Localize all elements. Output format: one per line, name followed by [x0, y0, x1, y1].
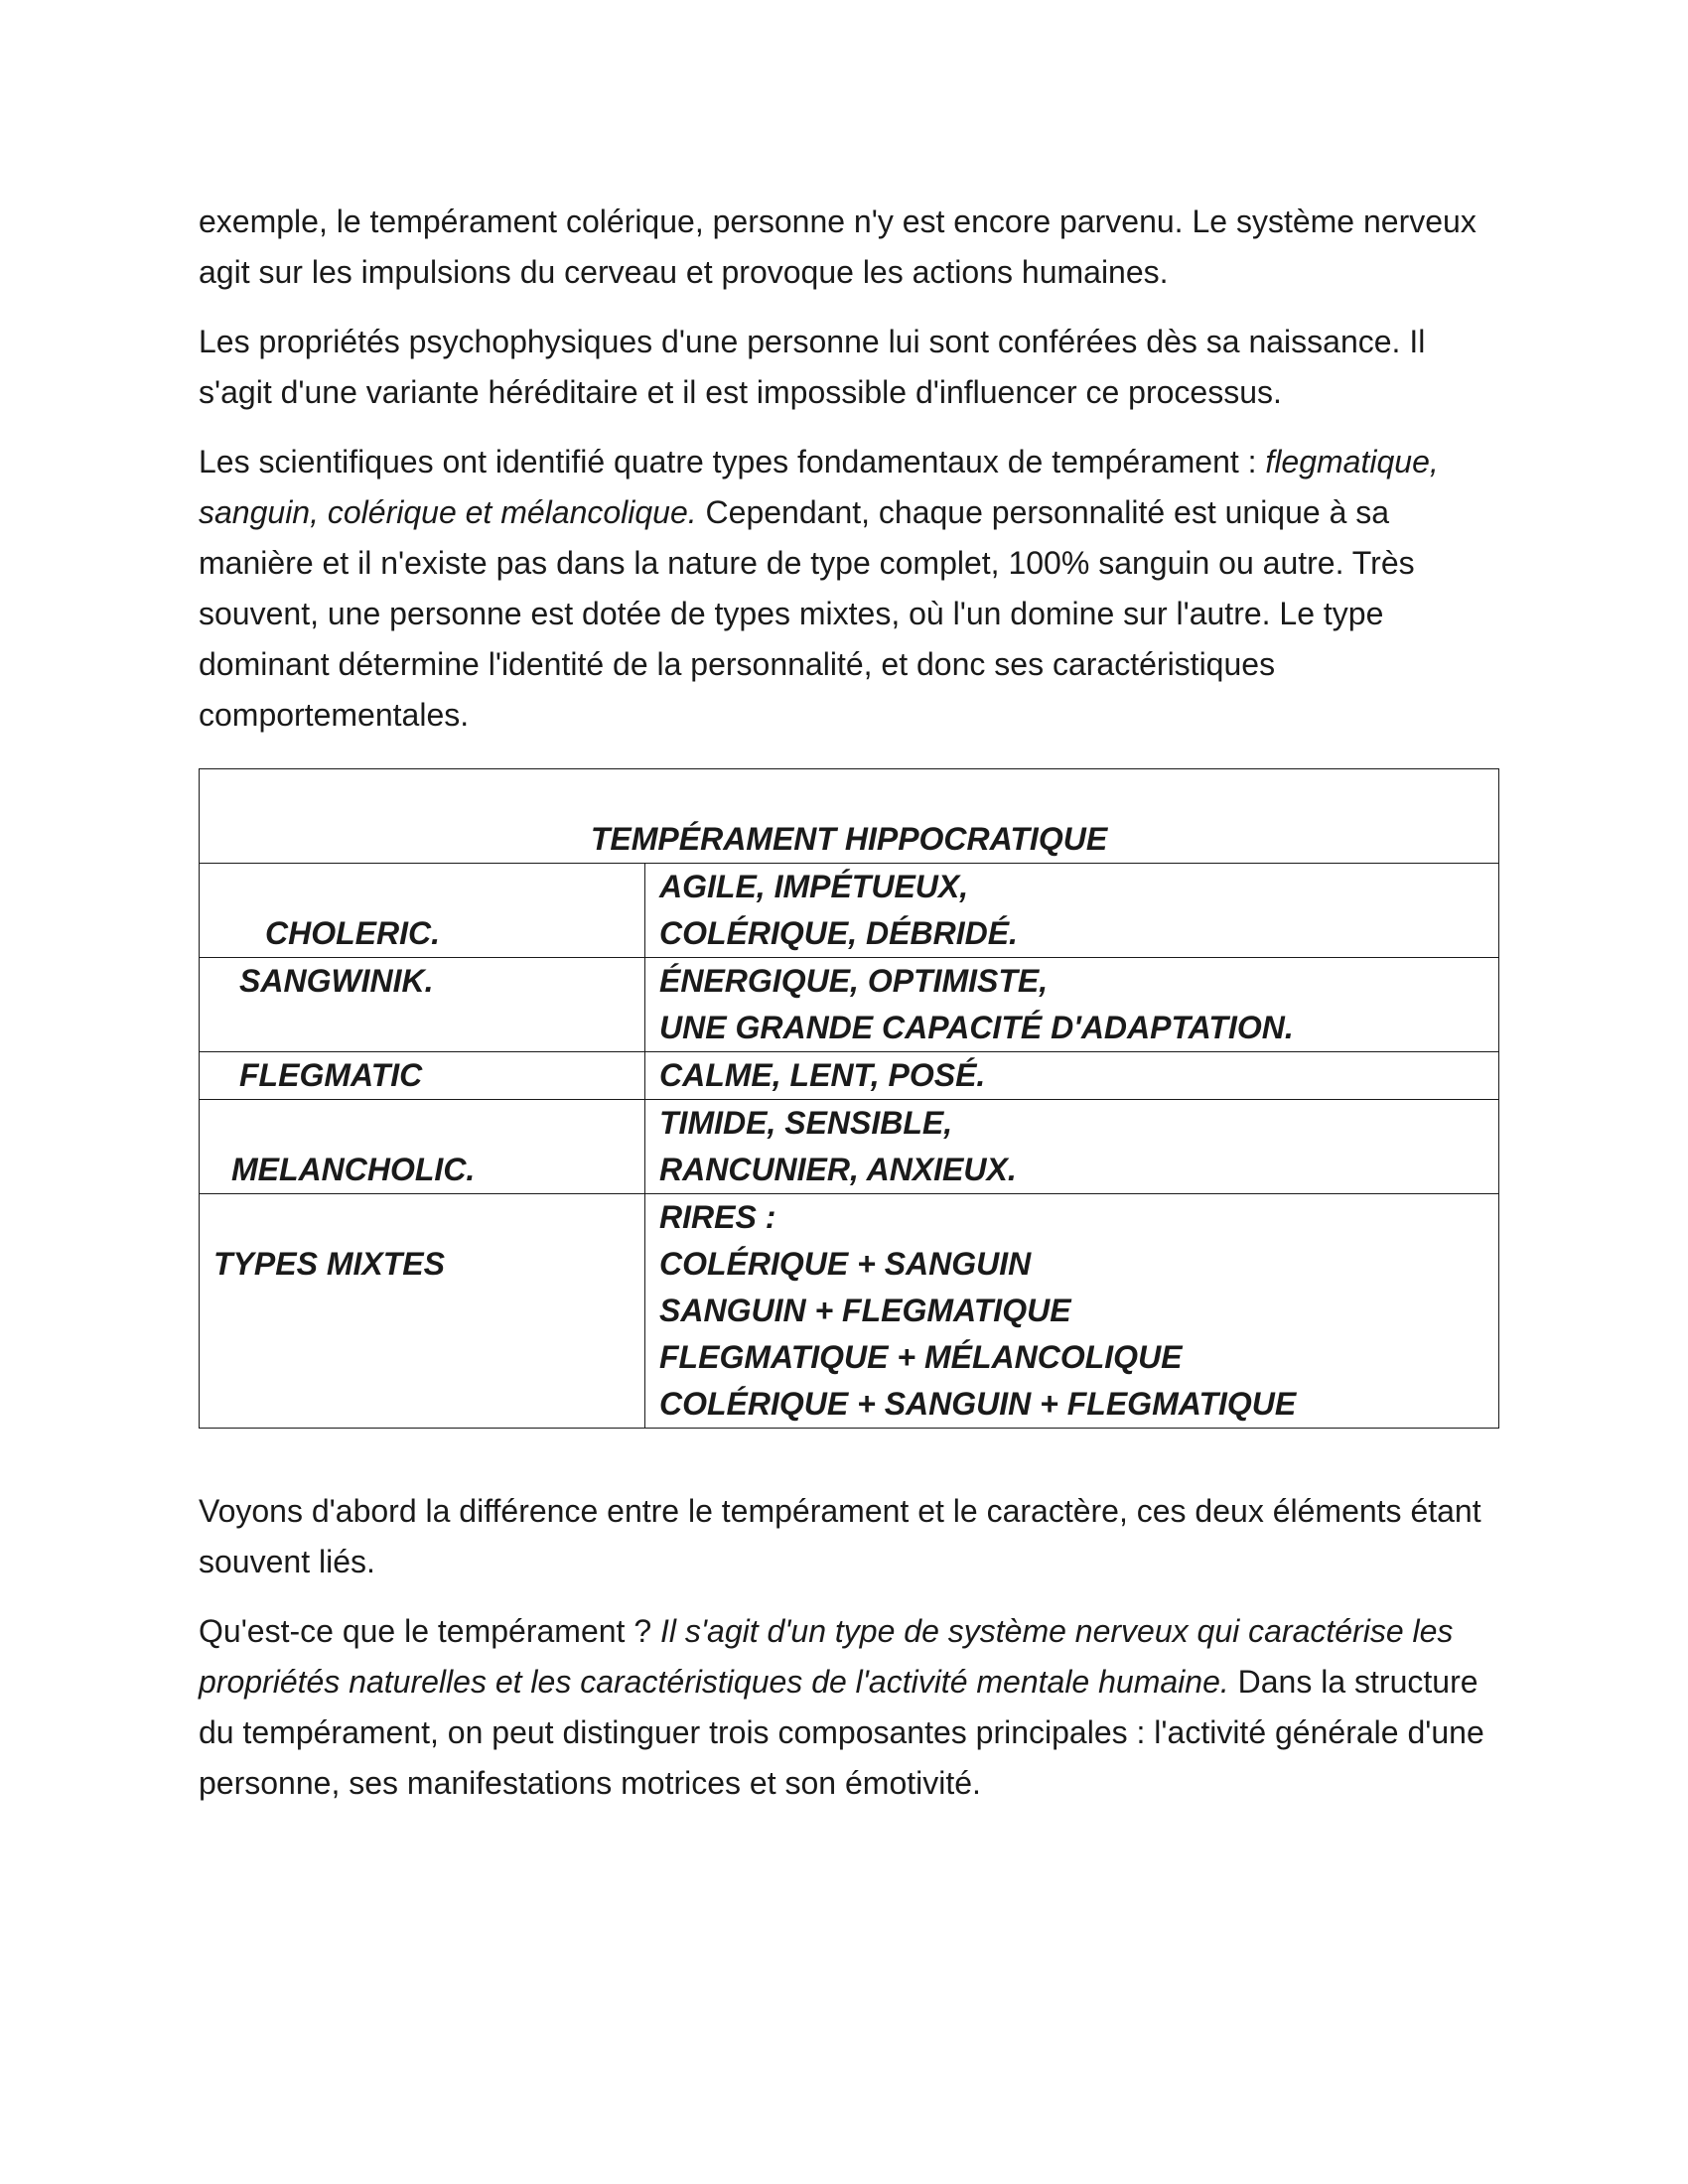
description-line: CALME, LENT, POSÉ.: [659, 1057, 986, 1093]
table-title: TEMPÉRAMENT HIPPOCRATIQUE: [200, 769, 1499, 864]
table-row: [200, 958, 1499, 1052]
description-line: UNE GRANDE CAPACITÉ D'ADAPTATION.: [659, 1010, 1294, 1045]
paragraph-text: Voyons d'abord la différence entre le tempérament et le caractère, ces deux éléments étant souvent liés.: [199, 1493, 1481, 1579]
temperament-name: MELANCHOLIC.: [200, 1100, 645, 1194]
table-row: [200, 1194, 1499, 1429]
paragraph-text: Dans la structure du tempérament, on peut distinguer trois composantes principales : l'activité générale d'une personne, ses manifestations motrices et son émotivité.: [199, 1664, 1484, 1801]
description-line: ÉNERGIQUE, OPTIMISTE,: [659, 963, 1049, 999]
temperament-description: [645, 958, 1499, 1052]
document-page: [199, 197, 1499, 1828]
description-line: FLEGMATIQUE + MÉLANCOLIQUE: [659, 1339, 1183, 1375]
temperament-description: [645, 1100, 1499, 1194]
paragraph-nervous-system: [199, 197, 1499, 298]
paragraph-text: Qu'est-ce que le tempérament ?: [199, 1613, 652, 1649]
temperament-name: SANGWINIK.: [200, 958, 645, 1052]
temperament-name: TYPES MIXTES: [200, 1194, 645, 1429]
temperament-description: [645, 864, 1499, 958]
paragraph-italic-text: flegmatique, sanguin, colérique et mélancolique.: [199, 444, 1439, 530]
temperament-description: [645, 1052, 1499, 1100]
table-row: [200, 864, 1499, 958]
paragraph-text: Les propriétés psychophysiques d'une personne lui sont conférées dès sa naissance. Il s'agit d'une variante héréditaire et il est impossible d'influencer ce processus.: [199, 324, 1426, 410]
description-line: RANCUNIER, ANXIEUX.: [659, 1152, 1017, 1187]
paragraph-text: Cependant, chaque personnalité est unique à sa manière et il n'existe pas dans la nature de type complet, 100% sanguin ou autre. Très souvent, une personne est dotée de types mixtes, où l'un domine sur l'autre. Le type dominant détermine l'identité de la personnalité, et donc ses caractéristiques comportementales.: [199, 494, 1415, 733]
temperament-name: FLEGMATIC: [200, 1052, 645, 1100]
description-line: COLÉRIQUE + SANGUIN + FLEGMATIQUE: [659, 1386, 1297, 1422]
paragraph-text: exemple, le tempérament colérique, personne n'y est encore parvenu. Le système nerveux agit sur les impulsions du cerveau et provoque les actions humaines.: [199, 204, 1477, 290]
temperament-description: [645, 1194, 1499, 1429]
table-row: [200, 1052, 1499, 1100]
temperament-table: [199, 768, 1499, 1429]
description-line: COLÉRIQUE, DÉBRIDÉ.: [659, 915, 1018, 951]
description-line: COLÉRIQUE + SANGUIN: [659, 1246, 1032, 1282]
paragraph-four-types: [199, 437, 1499, 741]
paragraph-definition: [199, 1606, 1499, 1809]
paragraph-psychophysical: [199, 317, 1499, 418]
paragraph-italic-text: Il s'agit d'un type de système nerveux qui caractérise les propriétés naturelles et les caractéristiques de l'activité mentale humaine.: [199, 1613, 1454, 1700]
paragraph-difference: [199, 1486, 1499, 1587]
description-line: AGILE, IMPÉTUEUX,: [659, 869, 969, 904]
description-line: RIRES :: [659, 1199, 776, 1235]
table-row: [200, 1100, 1499, 1194]
temperament-name: CHOLERIC.: [200, 864, 645, 958]
description-line: TIMIDE, SENSIBLE,: [659, 1105, 953, 1141]
paragraph-text: Les scientifiques ont identifié quatre types fondamentaux de tempérament :: [199, 444, 1257, 479]
description-line: SANGUIN + FLEGMATIQUE: [659, 1293, 1071, 1328]
